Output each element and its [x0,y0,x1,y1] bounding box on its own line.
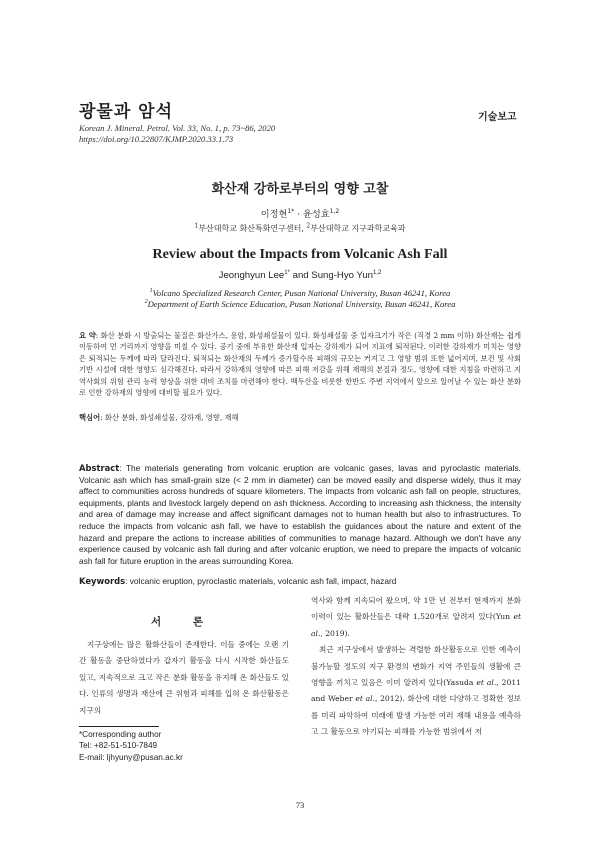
korean-abstract [79,330,521,398]
author-and: and [289,270,312,281]
english-abstract-label: Abstract [79,463,120,473]
journal-citation: Korean J. Mineral. Petrol. Vol. 33, No. 1, p. 73~86, 2020 [79,123,276,133]
para-text: 역사와 함께 지속되어 왔으며, 약 1만 년 전부터 현재까지 분화 이력이 있는 활화산들은 대략 1,520개로 알려져 있다(Yun [311,596,521,622]
korean-keywords [79,413,521,423]
english-author-2-sup: 1,2 [373,269,382,276]
korean-affiliations [0,223,600,234]
korean-author-2-sup: 1,2 [329,207,340,215]
english-keywords [79,576,521,586]
english-affiliation-1 [0,288,600,299]
para-text: ., 2012). 화산에 대한 다양하고 정확한 정보를 미리 파악하여 미래에 발생 가능한 여러 재해 내용을 예측하고 그 활동으로 야기되는 피해를 가능한 범위에서 저 [311,694,521,737]
korean-author-2: 윤성효 [303,209,330,220]
english-affil-1-text: Volcano Specialized Research Center, Pusan National University, Busan 46241, Korea [152,288,451,298]
korean-authors [0,206,600,220]
english-authors [0,270,600,281]
footnote-line-1: *Corresponding author [79,730,162,739]
intro-paragraph-2 [311,642,521,740]
et-al: et al [355,694,373,704]
english-author-2: Sung-Hyo Yun [311,270,373,281]
footnote-email[interactable]: E-mail: ljhyuny@pusan.ac.kr [79,752,183,762]
footnote-phone: Tel: +82-51-510-7849 [79,741,158,751]
author-separator: · [294,209,304,220]
journal-header [79,101,379,145]
section-heading-introduction: 서 론 [151,616,217,628]
english-author-1-sup: 1* [284,269,290,276]
korean-author-1-sup: 1* [287,207,295,215]
intro-paragraph-1-continued [311,593,521,642]
english-abstract-text: : The materials generating from volcanic eruption are volcanic gases, lavas and pyroclastic materials. Volcanic ash which has small-grain size (< 2 mm in diameter) can be moved easily and disperse widely, thus it may affect to communities across hundreds of square kilometers. The impacts from volcanic ash fall on people, structures, equipments, plants and livestock largely depend on ash thickness. According to increasing ash thickness, the intensity and area of damage may increase and affect significant damages not to human health but also to infrastructures. To reduce the impacts from volcanic ash fall, we have to establish the guidances about the nature and extent of the hazard and prepare the actions to increase abilities of communities to manage hazard. Although we don't have any experience caused by volcanic ash fall during and after volcanic eruption, we need to prepare the impacts of volcanic ash fall for future eruption in the areas surrounding Korea. [79,463,521,566]
korean-affil-1-sup: 1 [194,222,199,230]
body-column-left [79,637,289,719]
para-text: 최근 지구상에서 발생하는 격렬한 화산활동으로 인한 예측이 불가능할 정도의 지구 환경의 변화가 지역 주민들의 생활에 큰 영향을 끼치고 있음은 이미 알려져 있다(Yasuda [311,645,521,688]
korean-abstract-label: 요 약 [79,331,96,340]
korean-author-1: 이정현 [260,209,288,220]
korean-affil-1: 부산대학교 화산특화연구센터, [198,224,307,233]
korean-affil-2-sup: 2 [306,222,311,230]
et-al: et al [476,678,494,688]
korean-abstract-text: : 화산 분화 시 방출되는 물질은 화산가스, 용암, 화성쇄설물이 있다. 화성쇄설물 중 입자크기가 작은 (직경 2 mm 이하) 화산재는 쉽게 이동하여 먼 거리까지 영향을 미칠 수 있다. 공기 중에 부유한 화산재 입자는 강하재가 되어 지표에 퇴적된다. 이러한 강하재가 미치는 영향은 퇴적되는 두께에 따라 달라진다. 퇴적되는 화산재의 두께가 증가할수록 피해의 규모는 커지고 그 영향 범위 또한 넓어지며, 보건 및 사회 기반 시설에 대한 영향도 심각해진다. 따라서 강하재의 영향에 따른 피해 저감을 위해 재해의 본질과 정도, 영향에 대한 지침을 마련하고 지역사회의 위험 관리 능력 향상을 위한 대비 조치를 마련해야 한다. 백두산을 비롯한 한반도 주변 지역에서 앞으로 일어날 수 있는 화산 분화로 인한 강하재의 영향에 대비할 필요가 있다. [79,331,521,398]
english-abstract [79,463,521,567]
intro-paragraph-1: 지구상에는 많은 활화산들이 존재한다. 이들 중에는 오랜 기간 활동을 중단하였다가 갑자기 활동을 다시 시작한 화산들도 있고, 지속적으로 크고 작은 분화 활동을 유지해 온 화산들도 있다. 인류의 생명과 재산에 큰 위험과 피해를 입혀 온 화산활동은 지구의 [79,640,289,715]
page-number: 73 [295,800,305,810]
korean-affil-2: 부산대학교 지구과학교육과 [310,224,406,233]
journal-doi[interactable]: https://doi.org/10.22807/KJMP.2020.33.1.73 [79,134,234,144]
body-column-right [311,593,521,741]
korean-keywords-text: : 화산 분화, 화성쇄설물, 강하재, 영향, 재해 [100,413,239,422]
english-affil-2-sup: 2 [144,299,148,306]
korean-keywords-label: 핵심어 [79,413,101,422]
english-keywords-label: Keywords [79,576,126,586]
footnote-divider [79,726,159,727]
et-al: et al [311,612,521,638]
para-text: ., 2019). [317,628,350,638]
english-affil-1-sup: 1 [149,288,153,295]
korean-title: 화산재 강하로부터의 영향 고찰 [211,182,389,197]
english-title: Review about the Impacts from Volcanic Ash Fall [152,247,448,262]
journal-title: 광물과 암석 [79,102,174,122]
english-author-1: Jeonghyun Lee [218,270,285,281]
english-keywords-text: : volcanic eruption, pyroclastic materials, volcanic ash fall, impact, hazard [125,576,397,586]
corresponding-author-footnote [79,729,289,763]
english-affil-2-text: Department of Earth Science Education, Pusan National University, Busan 46241, Korea [147,299,456,309]
para-text: ., 2011 and Weber [311,678,521,704]
article-type: 기술보고 [478,112,517,123]
english-affiliation-2 [0,299,600,310]
